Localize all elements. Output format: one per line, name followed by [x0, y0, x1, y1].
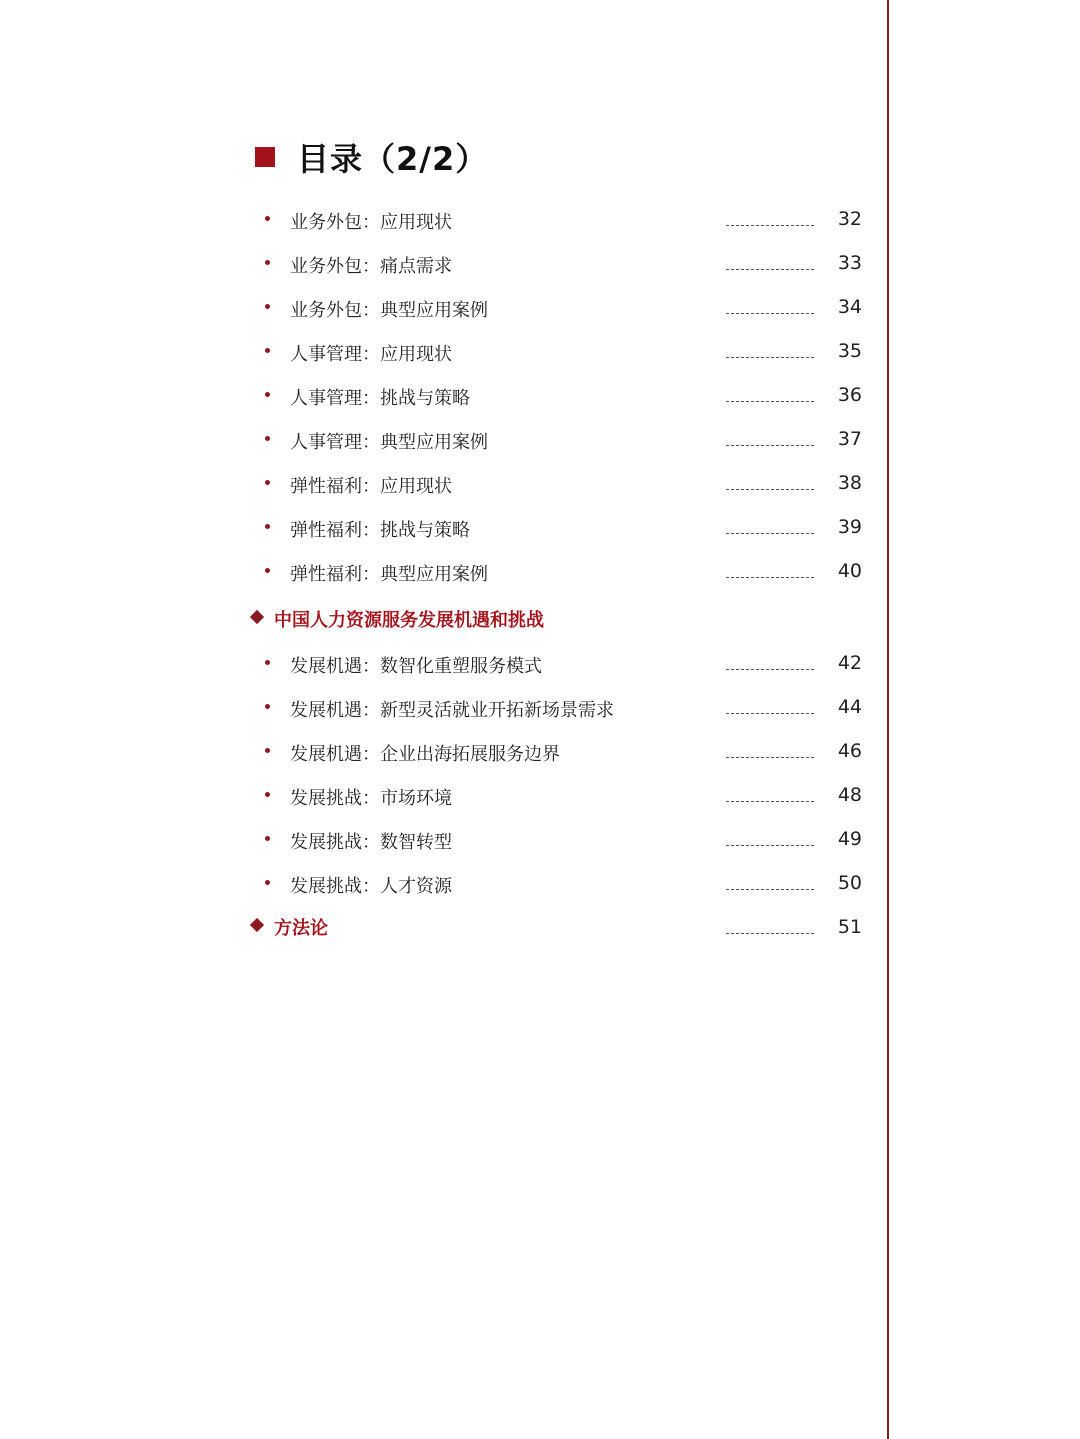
- toc-entry[interactable]: [0, 336, 880, 366]
- toc-entry[interactable]: [0, 868, 880, 898]
- dotted-leader: [726, 933, 814, 934]
- toc-heading: [255, 134, 488, 180]
- toc-entry-page: 33: [837, 252, 862, 274]
- toc-entry-label: 发展机遇：企业出海拓展服务边界: [290, 744, 560, 765]
- toc-entry-page: 35: [837, 340, 862, 362]
- toc-entry-label: 人事管理：典型应用案例: [290, 432, 488, 453]
- toc-entry-label: 业务外包：典型应用案例: [290, 300, 488, 321]
- toc-entry-label: 发展挑战：市场环境: [290, 788, 452, 809]
- toc-entry-page: 50: [837, 872, 862, 894]
- toc-entry-label: 弹性福利：挑战与策略: [290, 520, 470, 541]
- dot-bullet-icon: [265, 348, 270, 353]
- toc-section-label: 方法论: [274, 918, 328, 939]
- dot-bullet-icon: [265, 304, 270, 309]
- dotted-leader: [726, 401, 814, 402]
- dot-bullet-icon: [265, 836, 270, 841]
- dotted-leader: [726, 669, 814, 670]
- toc-entry-label: 人事管理：应用现状: [290, 344, 452, 365]
- toc-entry-page: 34: [837, 296, 862, 318]
- dot-bullet-icon: [265, 880, 270, 885]
- toc-entry[interactable]: [0, 736, 880, 766]
- toc-entry-label: 发展挑战：数智转型: [290, 832, 452, 853]
- dotted-leader: [726, 489, 814, 490]
- toc-entry-page: 49: [837, 828, 862, 850]
- dot-bullet-icon: [265, 660, 270, 665]
- dotted-leader: [726, 757, 814, 758]
- dot-bullet-icon: [265, 524, 270, 529]
- dot-bullet-icon: [265, 792, 270, 797]
- dotted-leader: [726, 889, 814, 890]
- toc-entry[interactable]: [0, 468, 880, 498]
- page-title: 目录（2/2）: [297, 140, 489, 178]
- dot-bullet-icon: [265, 216, 270, 221]
- toc-entry[interactable]: [0, 292, 880, 322]
- toc-entry-page: 44: [837, 696, 862, 718]
- toc-entry[interactable]: [0, 380, 880, 410]
- toc-entry[interactable]: [0, 424, 880, 454]
- toc-entry-page: 38: [837, 472, 862, 494]
- toc-entry[interactable]: [0, 780, 880, 810]
- dotted-leader: [726, 225, 814, 226]
- toc-entry[interactable]: [0, 248, 880, 278]
- dotted-leader: [726, 445, 814, 446]
- dot-bullet-icon: [265, 568, 270, 573]
- dotted-leader: [726, 713, 814, 714]
- toc-entry-page: 32: [837, 208, 862, 230]
- toc-entry-page: 46: [837, 740, 862, 762]
- dotted-leader: [726, 313, 814, 314]
- toc-entry[interactable]: [0, 512, 880, 542]
- toc-entry-label: 发展机遇：新型灵活就业开拓新场景需求: [290, 700, 614, 721]
- toc-entry-page: 48: [837, 784, 862, 806]
- right-margin-rule: [887, 0, 889, 1439]
- toc-entry-page: 39: [837, 516, 862, 538]
- dot-bullet-icon: [265, 260, 270, 265]
- toc-section-heading[interactable]: [0, 912, 880, 942]
- dotted-leader: [726, 577, 814, 578]
- toc-section-heading[interactable]: [0, 604, 880, 634]
- dotted-leader: [726, 357, 814, 358]
- dotted-leader: [726, 533, 814, 534]
- dot-bullet-icon: [265, 704, 270, 709]
- dot-bullet-icon: [265, 480, 270, 485]
- toc-entry-page: 42: [837, 652, 862, 674]
- toc-entry-label: 业务外包：应用现状: [290, 212, 452, 233]
- toc-entry[interactable]: [0, 692, 880, 722]
- toc-entry-page: 51: [837, 916, 862, 938]
- dotted-leader: [726, 269, 814, 270]
- dotted-leader: [726, 845, 814, 846]
- toc-entry[interactable]: [0, 824, 880, 854]
- square-bullet-icon: [255, 147, 275, 167]
- toc-section-label: 中国人力资源服务发展机遇和挑战: [274, 610, 544, 631]
- toc-entry-page: 40: [837, 560, 862, 582]
- dot-bullet-icon: [265, 436, 270, 441]
- dot-bullet-icon: [265, 392, 270, 397]
- toc-entry-page: 37: [837, 428, 862, 450]
- toc-entry-label: 弹性福利：应用现状: [290, 476, 452, 497]
- dot-bullet-icon: [265, 748, 270, 753]
- toc-entry-label: 人事管理：挑战与策略: [290, 388, 470, 409]
- diamond-bullet-icon: [250, 918, 264, 932]
- toc-entry-label: 发展挑战：人才资源: [290, 876, 452, 897]
- diamond-bullet-icon: [250, 610, 264, 624]
- toc-entry[interactable]: [0, 648, 880, 678]
- dotted-leader: [726, 801, 814, 802]
- toc-entry-label: 发展机遇：数智化重塑服务模式: [290, 656, 542, 677]
- toc-entry[interactable]: [0, 204, 880, 234]
- toc-entry[interactable]: [0, 556, 880, 586]
- toc-entry-label: 弹性福利：典型应用案例: [290, 564, 488, 585]
- toc-entry-label: 业务外包：痛点需求: [290, 256, 452, 277]
- toc-entry-page: 36: [837, 384, 862, 406]
